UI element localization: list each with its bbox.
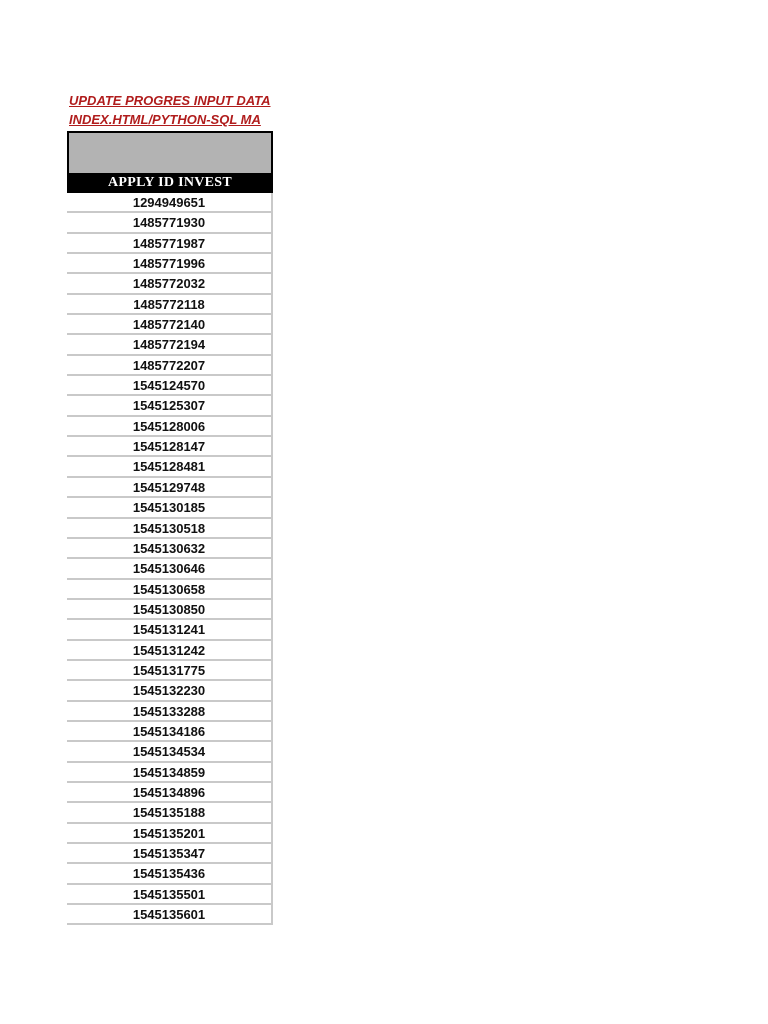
table-row: 1545135347 bbox=[67, 844, 273, 864]
table-row: 1545130658 bbox=[67, 580, 273, 600]
sheet-title-line-2: INDEX.HTML/PYTHON-SQL MA bbox=[69, 112, 261, 127]
table-row: 1545124570 bbox=[67, 376, 273, 396]
table-row: 1485772032 bbox=[67, 274, 273, 294]
table-row: 1485771987 bbox=[67, 234, 273, 254]
table-row: 1485772140 bbox=[67, 315, 273, 335]
table-row: 1545135188 bbox=[67, 803, 273, 823]
table-row: 1485772194 bbox=[67, 335, 273, 355]
table-row: 1545133288 bbox=[67, 702, 273, 722]
table-row: 1545128147 bbox=[67, 437, 273, 457]
header-grey-cell bbox=[67, 131, 273, 175]
table-row: 1545131242 bbox=[67, 641, 273, 661]
table-row: 1485772118 bbox=[67, 295, 273, 315]
apply-id-list bbox=[67, 193, 273, 925]
table-row: 1545130632 bbox=[67, 539, 273, 559]
table-row: 1545130850 bbox=[67, 600, 273, 620]
table-row: 1545130646 bbox=[67, 559, 273, 579]
column-header-apply-id-invest: APPLY ID INVEST bbox=[67, 173, 273, 193]
table-row: 1545134186 bbox=[67, 722, 273, 742]
table-row: 1545135501 bbox=[67, 885, 273, 905]
table-row: 1545125307 bbox=[67, 396, 273, 416]
table-row: 1545135436 bbox=[67, 864, 273, 884]
table-row: 1294949651 bbox=[67, 193, 273, 213]
table-row: 1545134534 bbox=[67, 742, 273, 762]
table-row: 1545135601 bbox=[67, 905, 273, 925]
table-row: 1545129748 bbox=[67, 478, 273, 498]
table-row: 1485772207 bbox=[67, 356, 273, 376]
table-row: 1545128481 bbox=[67, 457, 273, 477]
table-row: 1545132230 bbox=[67, 681, 273, 701]
table-row: 1545135201 bbox=[67, 824, 273, 844]
table-row: 1545134859 bbox=[67, 763, 273, 783]
table-row: 1545130518 bbox=[67, 519, 273, 539]
table-row: 1545131241 bbox=[67, 620, 273, 640]
table-row: 1545128006 bbox=[67, 417, 273, 437]
table-row: 1545134896 bbox=[67, 783, 273, 803]
table-row: 1545130185 bbox=[67, 498, 273, 518]
table-row: 1545131775 bbox=[67, 661, 273, 681]
table-row: 1485771996 bbox=[67, 254, 273, 274]
sheet-title-line-1: UPDATE PROGRES INPUT DATA bbox=[69, 93, 271, 108]
table-row: 1485771930 bbox=[67, 213, 273, 233]
